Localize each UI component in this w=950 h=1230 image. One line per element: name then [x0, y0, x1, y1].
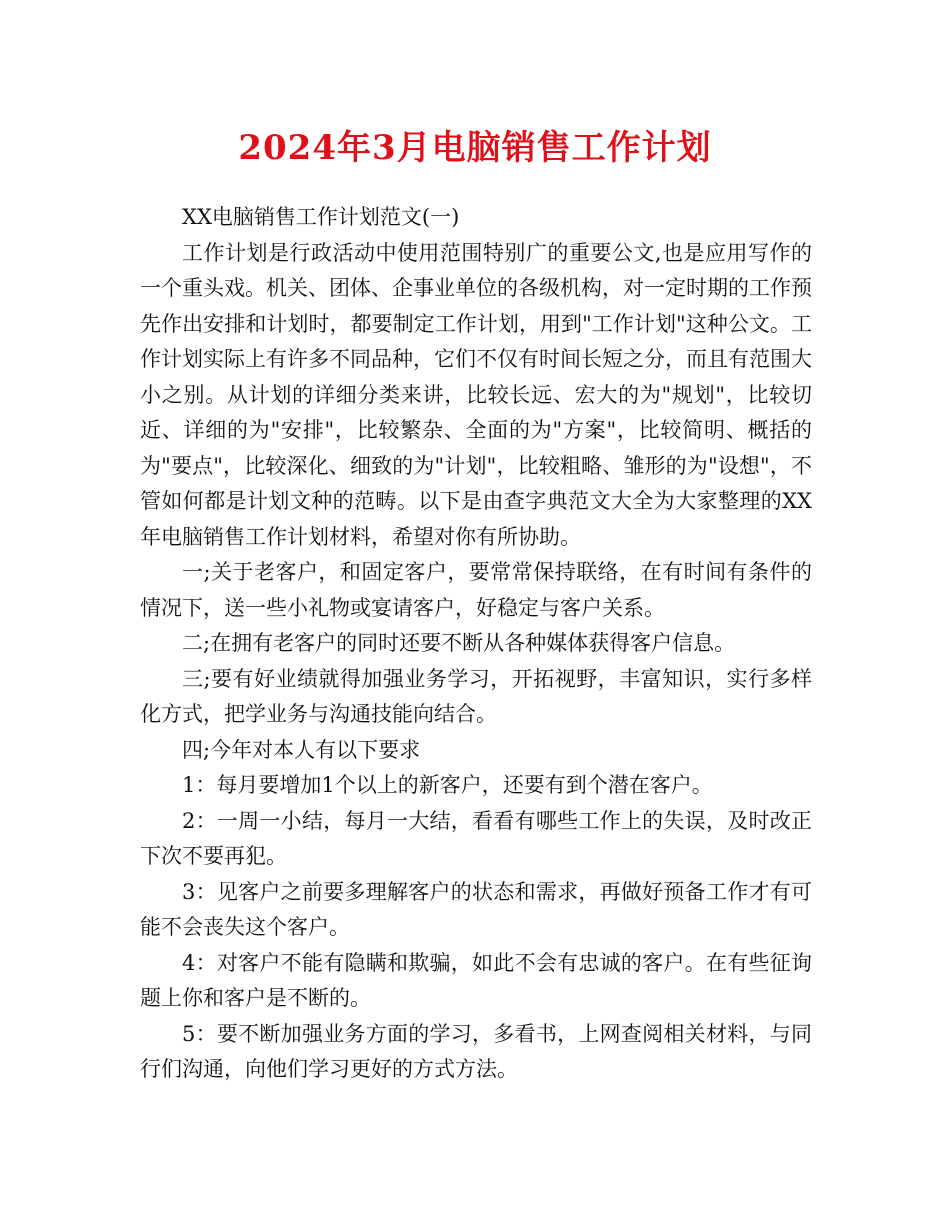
paragraph-requirement-1: 1：每月要增加1个以上的新客户，还要有到个潜在客户。 [182, 773, 713, 797]
paragraph-requirement-4: 4：对客户不能有隐瞒和欺骗，如此不会有忠诚的客户。在有些征询题上你和客户是不断的。 [140, 950, 812, 1010]
paragraph-intro: 工作计划是行政活动中使用范围特别广的重要公文,也是应用写作的一个重头戏。机关、团体、企事业单位的各级机构，对一定时期的工作预先作出安排和计划时，都要制定工作计划，用到"工作计划"这种公文。工作计划实际上有许多不同品种，它们不仅有时间长短之分，而且有范围大小之别。从计划的详细分类来讲，比较长远、宏大的为"规划"，比较切近、详细的为"安排"，比较繁杂、全面的为"方案"，比较简明、概括的为"要点"，比较深化、细致的为"计划"，比较粗略、雏形的为"设想"，不管如何都是计划文种的范畴。以下是由查字典范文大全为大家整理的XX年电脑销售工作计划材料，希望对你有所协助。 [140, 240, 812, 549]
paragraph-requirement-3: 3：见客户之前要多理解客户的状态和需求，再做好预备工作才有可能不会丧失这个客户。 [140, 879, 812, 939]
paragraph-requirement-5: 5：要不断加强业务方面的学习，多看书，上网查阅相关材料，与同行们沟通，向他们学习更好的方式方法。 [140, 1021, 812, 1081]
document-body [140, 200, 812, 1088]
paragraph-item-4: 四;今年对本人有以下要求 [182, 737, 421, 762]
paragraph-item-3: 三;要有好业绩就得加强业务学习，开拓视野，丰富知识，实行多样化方式，把学业务与沟通技能向结合。 [140, 666, 812, 726]
paragraph-item-1: 一;关于老客户，和固定客户，要常常保持联络，在有时间有条件的情况下，送一些小礼物或宴请客户，好稳定与客户关系。 [140, 560, 812, 620]
paragraph-item-2: 二;在拥有老客户的同时还要不断从各种媒体获得客户信息。 [182, 631, 736, 655]
paragraph-requirement-2: 2：一周一小结，每月一大结，看看有哪些工作上的失误，及时改正下次不要再犯。 [140, 808, 812, 868]
paragraph-section-heading: XX电脑销售工作计划范文(一) [182, 205, 460, 229]
document-title: 2024年3月电脑销售工作计划 [238, 128, 712, 168]
